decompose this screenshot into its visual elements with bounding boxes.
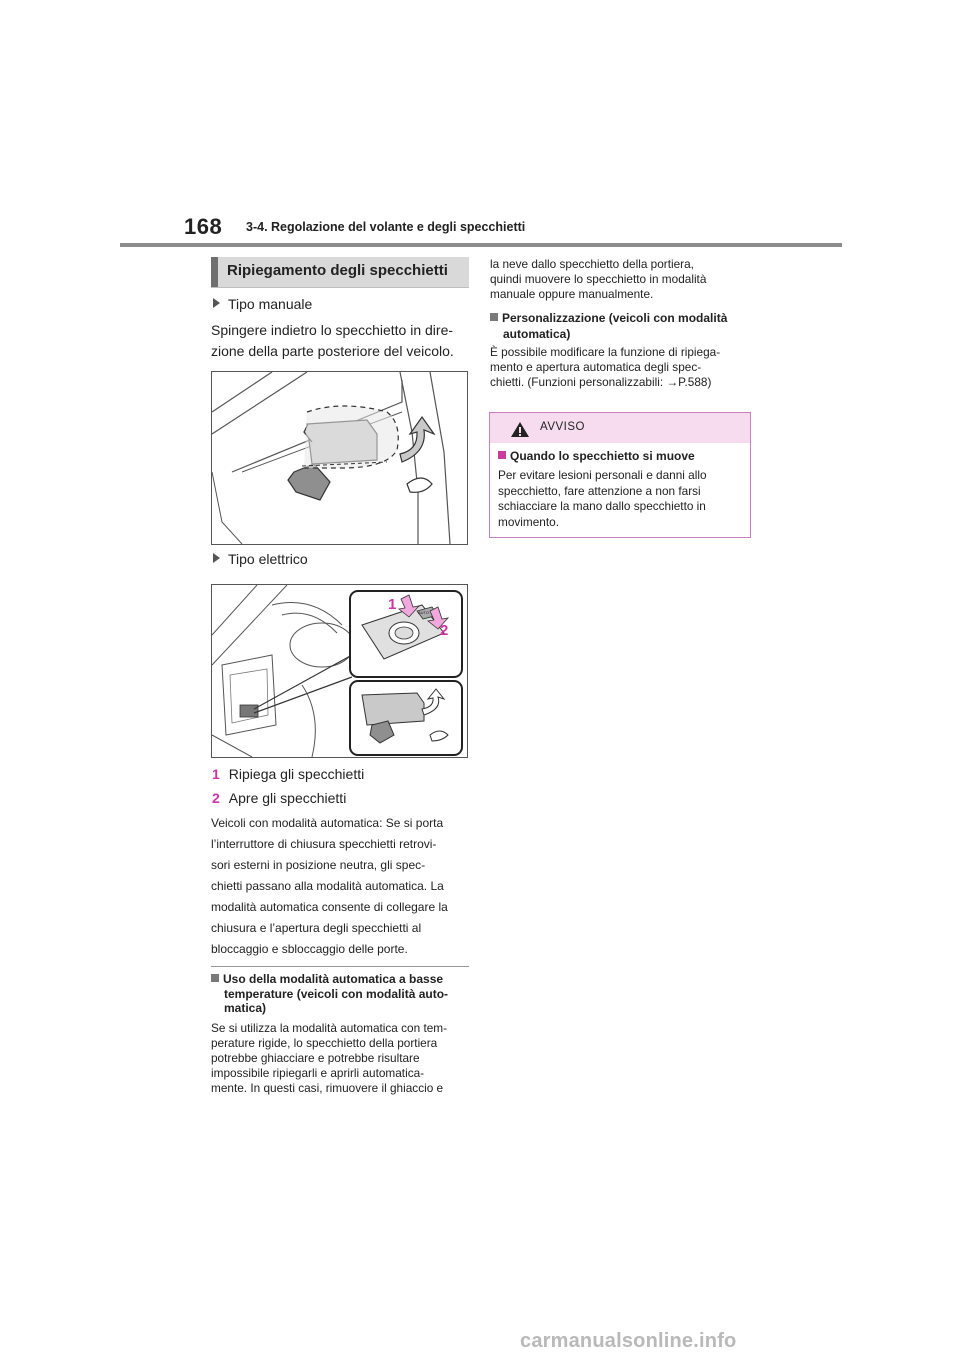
paragraph-line: quindi muovere lo specchietto in modalità	[490, 272, 707, 286]
watermark: carmanualsonline.info	[520, 1330, 737, 1352]
paragraph-line: chietti passano alla modalità automatica. La	[211, 879, 444, 893]
warning-title	[498, 449, 695, 463]
triangle-bullet-icon	[213, 553, 220, 563]
warning-label: AVVISO	[540, 421, 585, 433]
step-text: Ripiega gli specchietti	[228, 766, 365, 782]
paragraph-line: chiusura e l’apertura degli specchietti al	[211, 921, 422, 935]
section-heading-text: Ripiegamento degli specchietti	[227, 262, 448, 279]
paragraph-line: l’interruttore di chiusura specchietti retrovi-	[211, 837, 437, 851]
auto-switch-label: AUTO	[418, 610, 430, 615]
paragraph-line: sori esterni in posizione neutra, gli spec-	[211, 858, 426, 872]
warning-text	[498, 468, 744, 530]
title-line: Personalizzazione (veicoli con modalità	[502, 311, 728, 325]
square-bullet-icon	[498, 451, 506, 459]
title-line: automatica)	[503, 327, 571, 341]
paragraph-line: chietti. (Funzioni personalizzabili: →P.588)	[490, 375, 712, 389]
paragraph-line: impossibile ripiegarli e aprirli automatica-	[211, 1065, 425, 1080]
manual-instruction	[211, 320, 454, 362]
paragraph-line: Veicoli con modalità automatica: Se si porta	[211, 816, 444, 830]
paragraph-line: mente. In questi casi, rimuovere il ghiaccio e	[211, 1080, 444, 1095]
low-temp-note	[211, 972, 473, 1096]
warning-title-text: Quando lo specchietto si muove	[510, 449, 695, 463]
paragraph-line: specchietto, fare attenzione a non farsi	[498, 483, 701, 498]
paragraph-line: schiacciare la mano dallo specchietto in	[498, 499, 706, 513]
low-temp-title	[211, 972, 473, 1016]
manual-instruction-line: Spingere indietro lo specchietto in dire-	[211, 322, 454, 338]
electric-type-text: Tipo elettrico	[228, 551, 308, 567]
electric-mirror-drawing	[212, 585, 467, 757]
paragraph-line: manuale oppure manualmente.	[490, 287, 654, 301]
paragraph-line: movimento.	[498, 514, 559, 529]
header-rule	[120, 243, 842, 247]
step-text: Apre gli specchietti	[228, 790, 347, 806]
customization-text	[490, 345, 752, 390]
paragraph-line: È possibile modificare la funzione di ripiega-	[490, 345, 721, 359]
chapter-title: 3-4. Regolazione del volante e degli specchietti	[246, 220, 526, 234]
step-number: 1	[212, 766, 220, 782]
auto-mode-paragraph	[211, 813, 473, 960]
customization-title	[490, 310, 752, 342]
warning-header	[490, 413, 750, 443]
paragraph-line: Se si utilizza la modalità automatica con tem-	[211, 1020, 448, 1035]
manual-type-label	[213, 296, 312, 312]
title-line: Uso della modalità automatica a basse	[223, 972, 444, 986]
paragraph-line: la neve dallo specchietto della portiera,	[490, 257, 694, 271]
title-line: matica)	[224, 1001, 267, 1015]
manual-instruction-line: zione della parte posteriore del veicolo.	[211, 343, 454, 359]
electric-type-label	[213, 551, 308, 567]
step-item	[212, 764, 364, 785]
paragraph-line: bloccaggio e sbloccaggio delle porte.	[211, 942, 408, 956]
square-bullet-icon	[490, 313, 498, 321]
paragraph-line: Per evitare lesioni personali e danni allo	[498, 468, 707, 482]
square-bullet-icon	[211, 974, 219, 982]
paragraph-line: modalità automatica consente di collegare la	[211, 900, 448, 914]
step-number: 2	[212, 790, 220, 806]
callout-2: 2	[440, 622, 449, 639]
continued-paragraph	[490, 257, 752, 302]
section-divider	[211, 966, 469, 967]
low-temp-text	[211, 1021, 473, 1096]
manual-mirror-drawing	[212, 372, 467, 544]
page-number: 168	[184, 214, 223, 239]
callout-1: 1	[388, 596, 397, 613]
customization-note	[490, 310, 752, 390]
paragraph-line: mento e apertura automatica degli spec-	[490, 360, 702, 374]
section-heading-rule	[211, 287, 469, 288]
warning-triangle-icon	[510, 421, 530, 438]
section-heading	[211, 257, 469, 287]
paragraph-line: potrebbe ghiacciare e potrebbe risultare	[211, 1050, 420, 1065]
warning-box	[489, 412, 751, 538]
manual-type-text: Tipo manuale	[228, 296, 313, 312]
triangle-bullet-icon	[213, 298, 220, 308]
title-line: temperature (veicoli con modalità auto-	[224, 986, 449, 1001]
step-item	[212, 788, 346, 809]
manual-mirror-illustration	[211, 371, 468, 545]
electric-mirror-illustration	[211, 584, 468, 758]
paragraph-line: perature rigide, lo specchietto della portiera	[211, 1035, 438, 1050]
